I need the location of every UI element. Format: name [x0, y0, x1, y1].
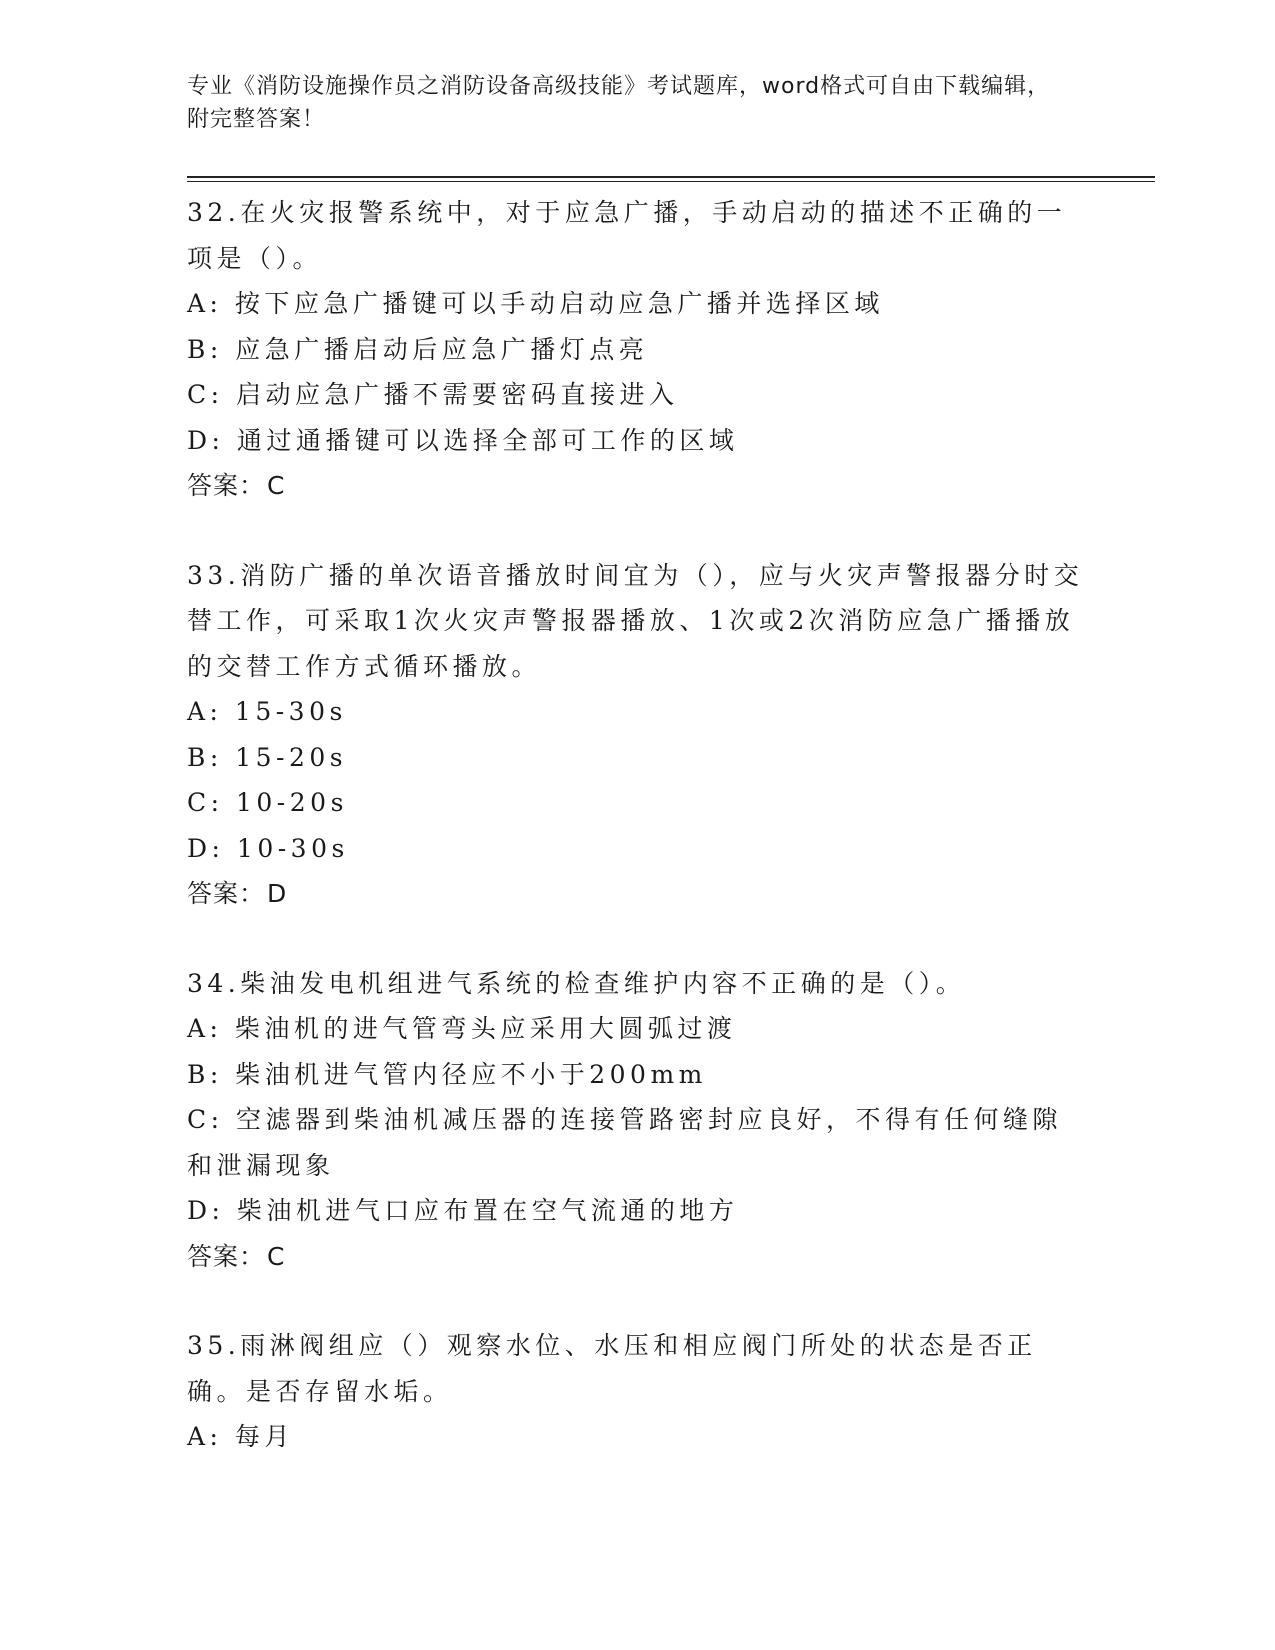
- answer-value: D: [267, 879, 288, 908]
- question-stem: 34.柴油发电机组进气系统的检查维护内容不正确的是（）。: [187, 968, 966, 998]
- header-divider: [187, 176, 1155, 182]
- question-list: [187, 190, 1157, 1460]
- question-35: [187, 1323, 1157, 1460]
- option-b: B: 应急广播启动后应急广播灯点亮: [187, 334, 649, 364]
- question-stem: 33.消防广播的单次语音播放时间宜为（），应与火灾声警报器分时交替工作，可采取1次火灾声警报器播放、1次或2次消防应急广播播放的交替工作方式循环播放。: [187, 560, 1084, 681]
- document-header: 专业《消防设施操作员之消防设备高级技能》考试题库，word格式可自由下载编辑，附完整答案！: [187, 74, 1051, 132]
- answer-label: 答案：: [187, 471, 266, 500]
- answer-label: 答案：: [187, 879, 266, 908]
- option-a: A: 按下应急广播键可以手动启动应急广播并选择区域: [187, 289, 884, 318]
- answer-label: 答案：: [187, 1241, 266, 1271]
- option-c: C: 启动应急广播不需要密码直接进入: [187, 380, 679, 409]
- answer-value: C: [267, 471, 286, 500]
- option-c: C: 10-20s: [187, 788, 348, 817]
- option-d: D: 10-30s: [187, 833, 349, 863]
- answer-line: [187, 463, 1157, 509]
- option-b: B: 15-20s: [187, 742, 348, 772]
- option-a: A: 柴油机的进气管弯头应采用大圆弧过渡: [187, 1014, 737, 1043]
- question-32: [187, 190, 1157, 509]
- option-d: D: 柴油机进气口应布置在空气流通的地方: [187, 1196, 739, 1225]
- answer-line: [187, 871, 1157, 917]
- question-34: [187, 961, 1157, 1280]
- option-a: A: 每月: [187, 1422, 294, 1451]
- question-33: [187, 553, 1157, 917]
- answer-line: [187, 1234, 1157, 1280]
- question-stem: 32.在火灾报警系统中，对于应急广播，手动启动的描述不正确的一项是（）。: [187, 198, 1067, 273]
- option-d: D: 通过通播键可以选择全部可工作的区域: [187, 425, 739, 455]
- option-b: B: 柴油机进气管内径应不小于200mm: [187, 1059, 707, 1089]
- question-stem: 35.雨淋阀组应（）观察水位、水压和相应阀门所处的状态是否正确。是否存留水垢。: [187, 1331, 1037, 1406]
- answer-value: C: [267, 1241, 286, 1271]
- option-a: A: 15-30s: [187, 697, 347, 726]
- document-page: [187, 70, 1157, 1504]
- option-c: C: 空滤器到柴油机减压器的连接管路密封应良好，不得有任何缝隙和泄漏现象: [187, 1105, 1063, 1180]
